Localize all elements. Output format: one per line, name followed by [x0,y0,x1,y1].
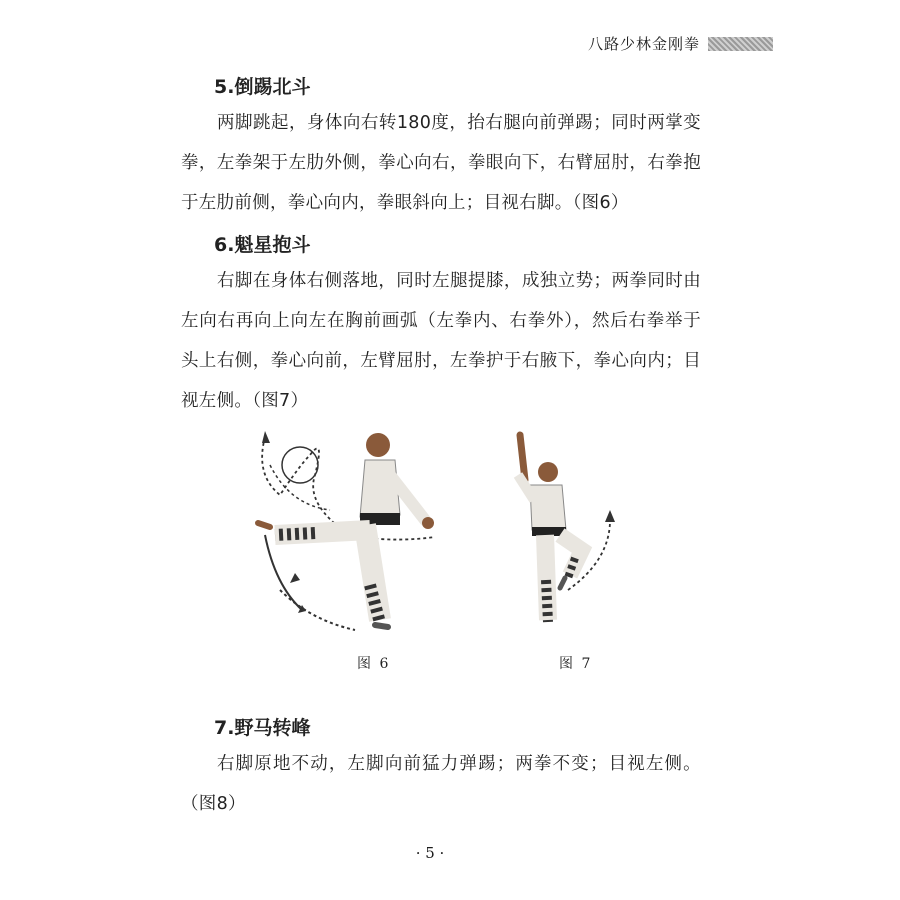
figure-7-caption: 图 7 [559,656,593,672]
section-title-6: 6.魁星抱斗 [214,234,311,256]
book-title: 八路少林金刚拳 [588,35,701,53]
figure-6-caption: 图 6 [357,656,391,672]
header-decoration-bar [708,37,773,51]
section-title-5: 5.倒踢北斗 [214,76,311,98]
page-number: · 5 · [415,844,445,862]
section-title-7: 7.野马转峰 [214,717,311,739]
figure-7-stance-illustration [500,430,625,640]
figure-6-kick-illustration [240,425,450,640]
section-body-6: 右脚在身体右侧落地，同时左腿提膝，成独立势；两拳同时由左向右再向上向左在胸前画弧（左拳内、右拳外），然后右拳举于头上右侧，拳心向前，左臂屈肘，左拳护于右腋下，拳心向内；目视左侧。（图7） [181,271,701,411]
section-body-5: 两脚跳起，身体向右转180度，抬右腿向前弹踢；同时两掌变拳，左拳架于左肋外侧，拳心向右，拳眼向下，右臂屈肘，右拳抱于左肋前侧，拳心向内，拳眼斜向上；目视右脚。（图6） [181,113,701,213]
running-header [588,33,773,54]
section-body-7: 右脚原地不动，左脚向前猛力弹踢；两拳不变；目视左侧。（图8） [181,754,701,814]
